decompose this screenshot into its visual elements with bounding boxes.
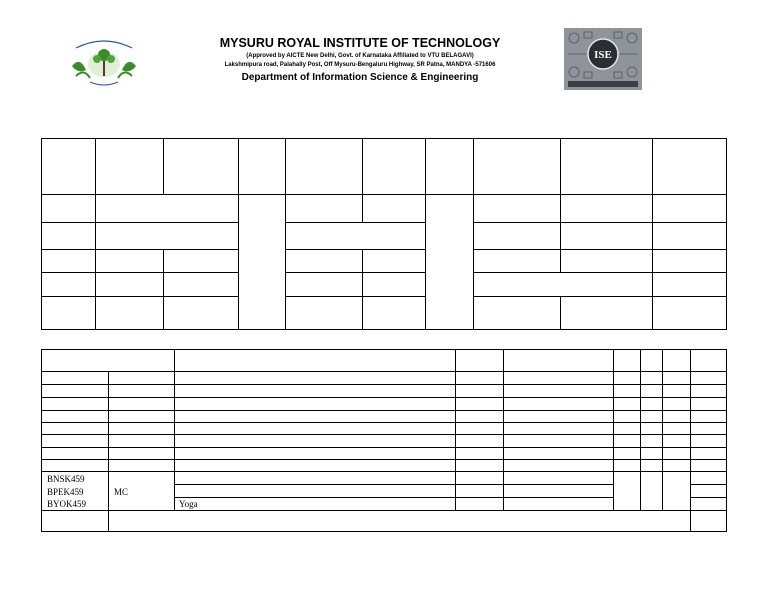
- grid-line: [42, 384, 726, 385]
- course-code-bpek459: BPEK459: [47, 487, 84, 497]
- grid-line: [42, 397, 726, 398]
- grid-line: [473, 272, 726, 273]
- grid-line: [42, 249, 238, 250]
- grid-line: [163, 249, 164, 329]
- grid-line: [95, 139, 96, 329]
- grid-line: [503, 350, 504, 510]
- grid-line: [473, 222, 726, 223]
- grid-line: [42, 371, 726, 372]
- grid-line: [473, 249, 726, 250]
- grid-line: [690, 350, 691, 531]
- grid-line: [42, 272, 238, 273]
- course-table: [41, 349, 727, 532]
- grid-line: [362, 139, 363, 222]
- grid-line: [238, 139, 239, 329]
- grid-line: [163, 139, 164, 194]
- grid-line: [42, 222, 238, 223]
- grid-line: [42, 447, 726, 448]
- department-name: Department of Information Science & Engineering: [241, 72, 479, 83]
- grid-line: [42, 471, 726, 472]
- grid-line: [42, 194, 726, 195]
- grid-line: [108, 371, 109, 531]
- grid-line: [285, 272, 425, 273]
- grid-line: [285, 222, 425, 223]
- grid-line: [473, 296, 726, 297]
- grid-line: [613, 350, 614, 510]
- institute-name: MYSURU ROYAL INSTITUTE OF TECHNOLOGY: [219, 36, 501, 50]
- timetable-grid: [41, 138, 727, 330]
- course-code-byok459: BYOK459: [47, 499, 87, 509]
- grid-line: [42, 422, 726, 423]
- grid-line: [285, 139, 286, 329]
- address-line: Lakshmipura road, Palahally Post, Off Mysuru-Bengaluru Highway, SR Patna, MANDYA -571606: [224, 62, 496, 68]
- grid-line: [560, 139, 561, 272]
- grid-line: [662, 350, 663, 510]
- course-code-bnsk459: BNSK459: [47, 474, 85, 484]
- grid-line: [652, 139, 653, 329]
- grid-line: [362, 249, 363, 329]
- grid-line: [42, 434, 726, 435]
- ise-logo-text: ISE: [594, 49, 612, 61]
- grid-line: [174, 484, 613, 485]
- grid-line: [42, 510, 726, 511]
- grid-line: [42, 459, 726, 460]
- grid-line: [560, 296, 561, 329]
- grid-line: [42, 296, 238, 297]
- grid-line: [473, 139, 474, 329]
- grid-line: [640, 350, 641, 510]
- grid-line: [690, 484, 726, 485]
- grid-line: [285, 296, 425, 297]
- grid-line: [690, 497, 726, 498]
- institute-logo: [66, 36, 142, 88]
- course-title-yoga: Yoga: [179, 499, 198, 509]
- grid-line: [174, 497, 613, 498]
- ise-logo: [564, 28, 642, 90]
- course-category-mc: MC: [114, 487, 129, 497]
- grid-line: [455, 350, 456, 510]
- grid-line: [42, 410, 726, 411]
- grid-line: [174, 350, 175, 510]
- grid-line: [425, 139, 426, 329]
- grid-line: [285, 249, 425, 250]
- approval-line: (Approved by AICTE New Delhi, Govt. of Karnataka Affiliated to VTU BELAGAVI): [246, 53, 474, 59]
